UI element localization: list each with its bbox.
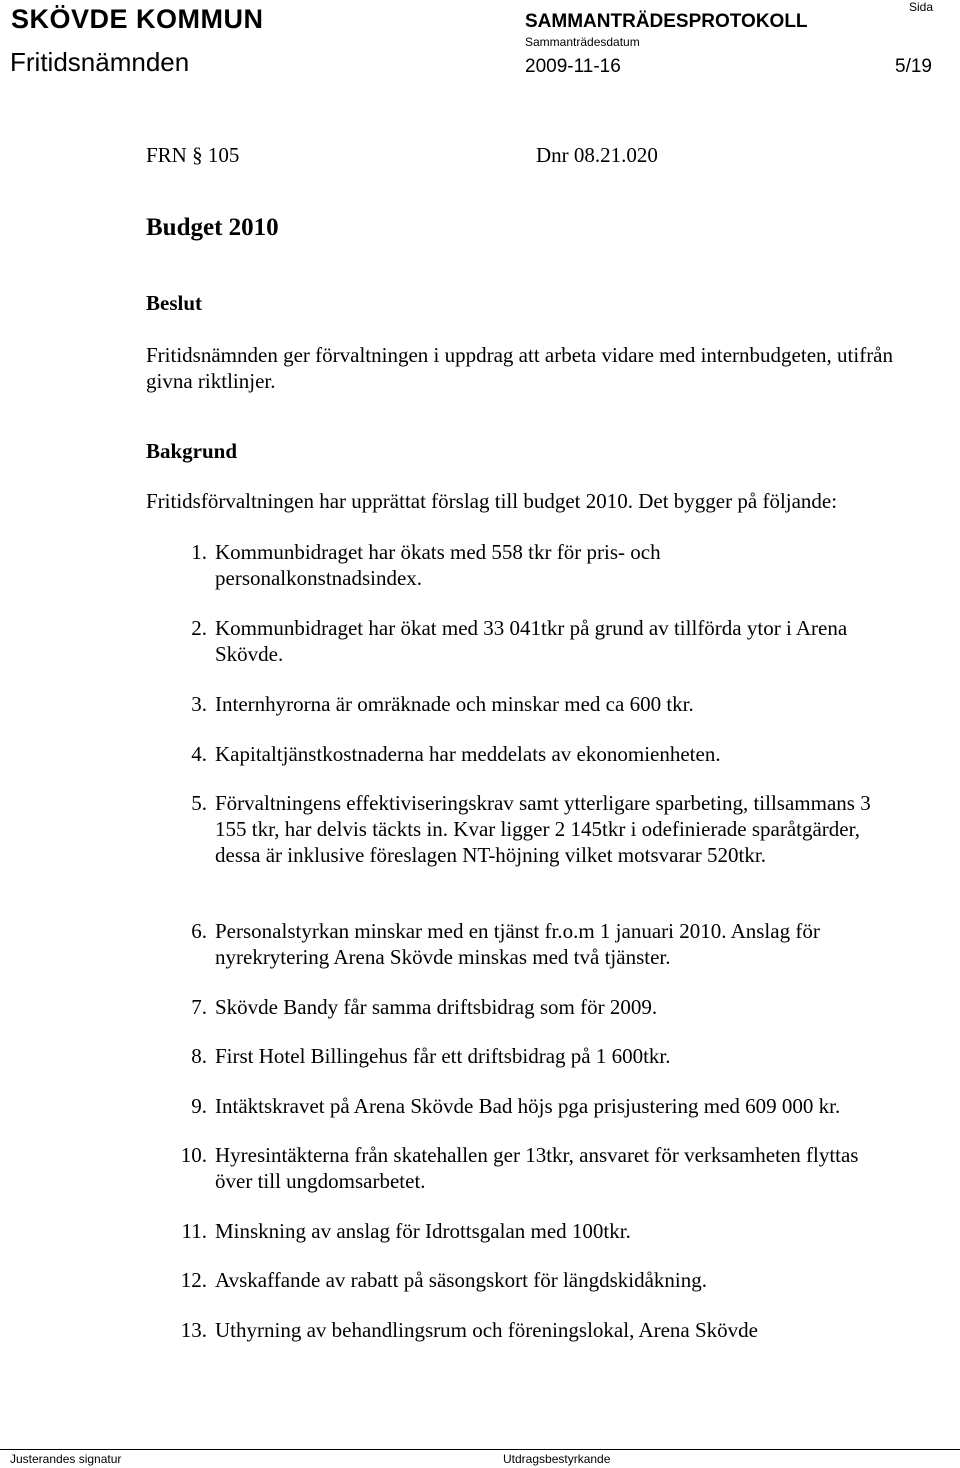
list-item — [191, 691, 915, 717]
list-item-text: Uthyrning av behandlingsrum och föreningslokal, Arena Skövde — [215, 1318, 758, 1342]
list-item-number: 11. — [181, 1219, 207, 1243]
list-item-number: 2. — [191, 616, 207, 640]
list-item-text: Skövde Bandy får samma driftsbidrag som för 2009. — [215, 995, 658, 1019]
list-item-number: 4. — [191, 742, 207, 766]
list-item — [191, 1093, 915, 1119]
list-item-number: 13. — [180, 1318, 207, 1342]
list-item-text: Personalstyrkan minskar med en tjänst fr.o.m 1 januari 2010. Anslag för nyrekrytering Arena Skövde minskas med två tjänster. — [215, 919, 820, 969]
list-item-text: First Hotel Billingehus får ett driftsbidrag på 1 600tkr. — [215, 1044, 671, 1068]
list-item-text: Kommunbidraget har ökat med 33 041tkr på grund av tillförda ytor i Arena Skövde. — [215, 616, 848, 666]
list-item-text: Kapitaltjänstkostnaderna har meddelats av ekonomienheten. — [215, 742, 721, 766]
list-item — [180, 1267, 915, 1293]
certification-label: Utdragsbestyrkande — [503, 1452, 611, 1466]
list-item-text: Avskaffande av rabatt på säsongskort för längdskidåkning. — [215, 1268, 708, 1292]
paragraph-number: FRN § 105 — [146, 143, 240, 167]
list-item — [181, 1218, 915, 1244]
list-item — [191, 615, 865, 667]
list-item-text: Hyresintäkterna från skatehallen ger 13tkr, ansvaret för verksamheten flyttas över till ungdomsarbetet. — [215, 1143, 859, 1193]
beslut-text: Fritidsnämnden ger förvaltningen i uppdrag att arbeta vidare med internbudgeten, utifrån givna riktlinjer. — [146, 343, 894, 393]
list-item-number: 8. — [191, 1044, 207, 1068]
bakgrund-heading: Bakgrund — [146, 439, 238, 463]
footer-divider — [0, 1449, 960, 1450]
list-item-text: Internhyrorna är omräknade och minskar med ca 600 tkr. — [215, 692, 694, 716]
list-item — [191, 741, 915, 767]
list-item-number: 1. — [191, 540, 207, 564]
document-title: Budget 2010 — [146, 214, 279, 241]
list-item — [191, 790, 905, 868]
list-item-text: Intäktskravet på Arena Skövde Bad höjs pga prisjustering med 609 000 kr. — [215, 1094, 841, 1118]
signature-label: Justerandes signatur — [10, 1452, 122, 1466]
committee-name: Fritidsnämnden — [10, 47, 190, 77]
list-item — [191, 918, 895, 970]
date-label: Sammanträdesdatum — [525, 35, 640, 49]
page-label: Sida — [909, 0, 934, 14]
list-item-text: Förvaltningens effektiviseringskrav samt ytterligare sparbeting, tillsammans 3 155 tkr, har delvis täckts in. Kvar ligger 2 145tkr i odefinierade sparåtgärder, dessa är inklusive föreslagen NT-höjning vilket motsvarar 520tkr. — [215, 791, 871, 867]
page-number: 5/19 — [895, 56, 932, 77]
list-item — [180, 1142, 875, 1194]
list-item-number: 12. — [180, 1268, 207, 1292]
bakgrund-intro: Fritidsförvaltningen har upprättat förslag till budget 2010. Det bygger på följande: — [146, 489, 838, 513]
list-item — [191, 994, 915, 1020]
list-item-number: 6. — [191, 919, 207, 943]
list-item-number: 5. — [191, 791, 207, 815]
diary-number: Dnr 08.21.020 — [536, 143, 658, 167]
list-item — [191, 539, 735, 591]
document-type: SAMMANTRÄDESPROTOKOLL — [525, 11, 808, 32]
list-item-number: 7. — [191, 995, 207, 1019]
list-item-number: 10. — [180, 1143, 207, 1167]
municipality-logo: SKÖVDE KOMMUN — [11, 4, 264, 34]
list-item-text: Minskning av anslag för Idrottsgalan med 100tkr. — [215, 1219, 631, 1243]
list-item-number: 9. — [191, 1094, 207, 1118]
list-item — [191, 1043, 915, 1069]
list-item — [180, 1317, 915, 1343]
beslut-heading: Beslut — [146, 291, 203, 315]
meeting-date: 2009-11-16 — [525, 56, 621, 77]
list-item-text: Kommunbidraget har ökats med 558 tkr för pris- och personalkonstnadsindex. — [215, 540, 661, 590]
list-item-number: 3. — [191, 692, 207, 716]
